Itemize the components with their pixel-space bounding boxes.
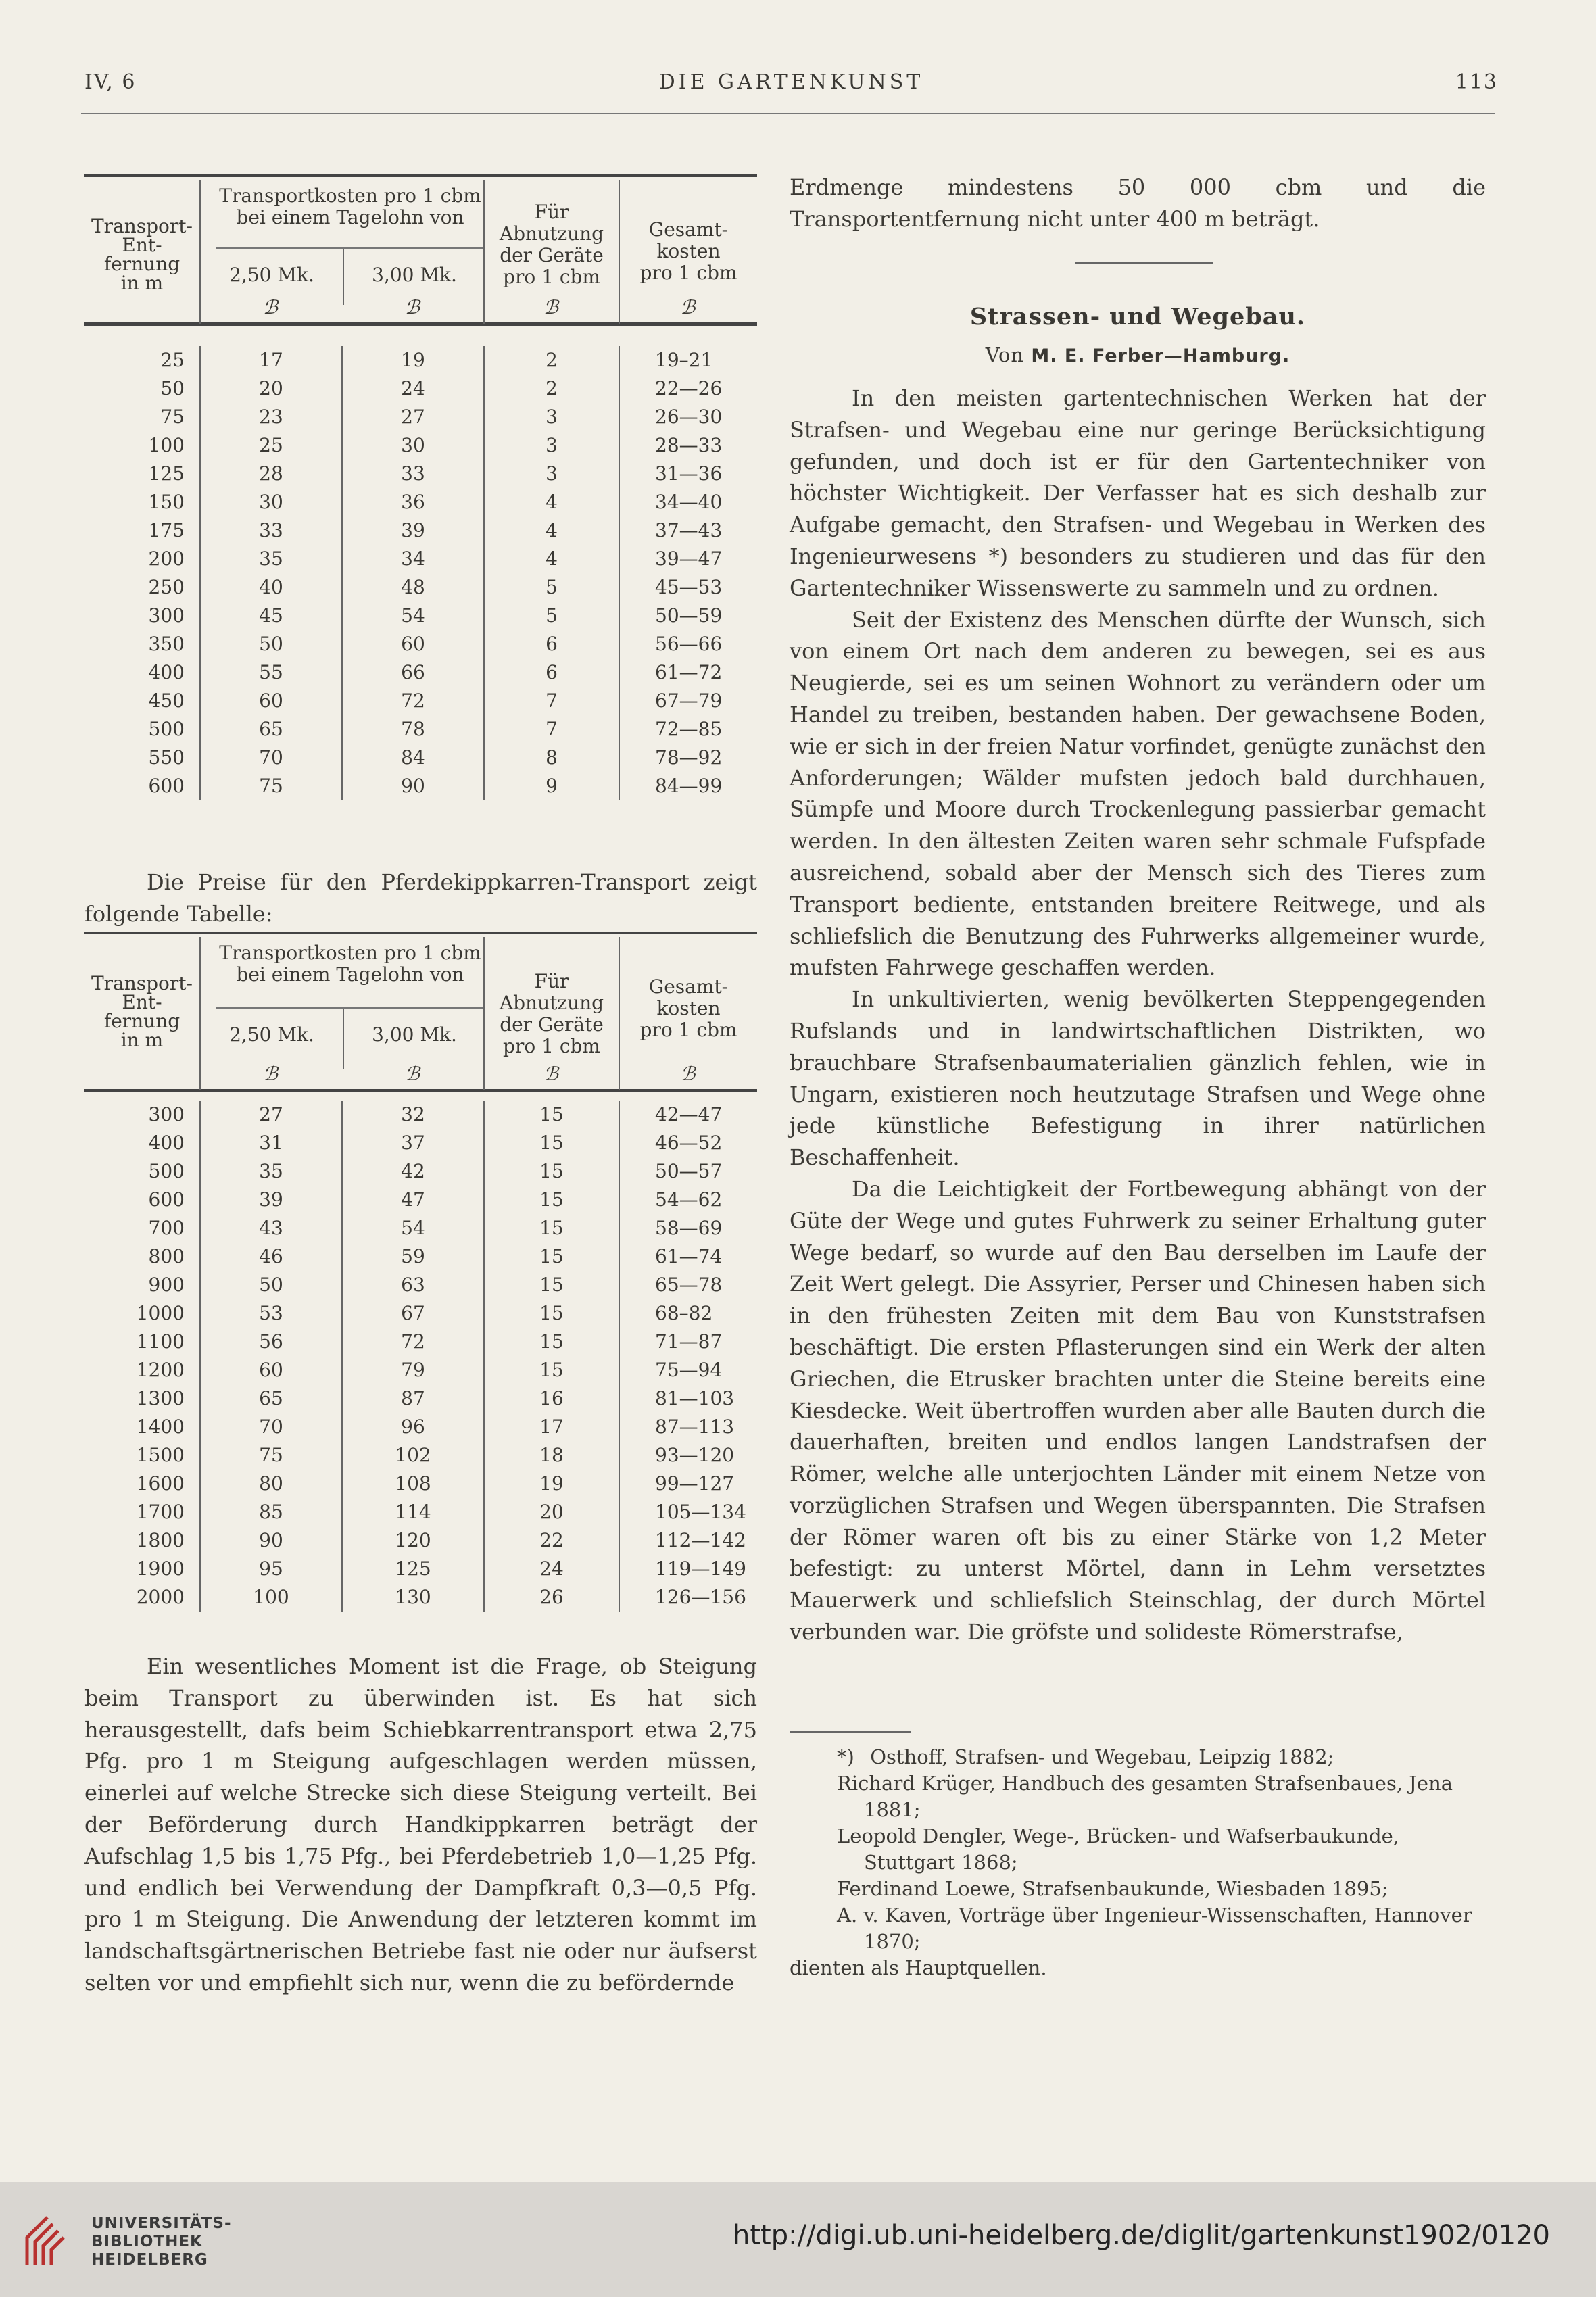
header-wage-1: 2,50 Mk. [229,263,314,286]
table-column [483,346,619,800]
footnote-item [790,1902,1479,1955]
total-cell: 78—92 [655,746,723,769]
header-wage-2: 3,00 Mk. [343,249,485,306]
distance-cell: 400 [148,661,185,683]
table-column [84,1101,199,1612]
distance-cell: 700 [148,1217,185,1239]
header-distance: Transport- Ent- fernung in m [91,972,193,1051]
article-body [790,383,1486,1648]
total-cell: 42—47 [655,1103,723,1126]
cost-300-cell: 87 [401,1387,425,1409]
distance-cell: 25 [160,349,185,371]
distance-cell: 900 [148,1274,185,1296]
distance-cell: 1200 [136,1359,185,1381]
cost-300-cell: 19 [401,349,425,371]
header-wage-1: 2,50 Mk. [229,1023,314,1046]
cost-300-cell: 67 [401,1302,425,1324]
header-wear: Für Abnutzung der Geräte pro 1 cbm [483,937,619,1090]
distance-cell: 100 [148,434,185,456]
header-wage-row [201,249,485,306]
total-cell: 67—79 [655,690,723,712]
cost-300-cell: 63 [401,1274,425,1296]
footnote-text: Osthoff, Strafsen- und Wegebau, Leipzig 1882; [870,1745,1334,1768]
unit-symbol: ℬ [404,1063,420,1085]
paragraph: Die Preise für den Pferdekippkarren-Transport zeigt folgende Tabelle: [84,869,757,927]
wear-cell: 15 [539,1359,564,1381]
footnote-text: Richard Krüger, Handbuch des gesamten Strafsenbaues, Jena 1881; [837,1772,1453,1821]
table-top-rule [84,932,757,934]
cost-250-cell: 23 [259,406,283,428]
total-cell: 93—120 [655,1444,735,1466]
wear-cell: 2 [546,377,558,400]
distance-cell: 150 [148,491,185,513]
header-distance: Transport- Ent- fernung in m [91,215,193,294]
unit-symbol: ℬ [262,296,278,318]
total-cell: 54—62 [655,1188,723,1211]
library-logo-icon [20,2210,82,2271]
digitization-footer [0,2182,1596,2297]
cost-250-cell: 35 [259,1160,283,1182]
transport-cost-table-2 [84,932,757,1625]
table-column [619,346,757,800]
table-column [483,1101,619,1612]
cost-300-cell: 84 [401,746,425,769]
cost-300-cell: 39 [401,519,425,541]
cost-300-cell: 37 [401,1132,425,1154]
distance-cell: 500 [148,1160,185,1182]
footnote-item [790,1823,1479,1876]
cost-250-cell: 95 [259,1557,283,1580]
cost-250-cell: 46 [259,1245,283,1267]
distance-cell: 1100 [136,1330,185,1353]
header-rule [81,113,1495,114]
total-cell: 61—72 [655,661,723,683]
cost-250-cell: 25 [259,434,283,456]
cost-250-cell: 53 [259,1302,283,1324]
cost-300-cell: 79 [401,1359,425,1381]
cost-300-cell: 42 [401,1160,425,1182]
wear-cell: 3 [546,462,558,485]
table-header [84,180,757,326]
cost-300-cell: 108 [395,1472,431,1495]
unit-symbol: ℬ [404,296,420,318]
footnote-rule [790,1731,911,1733]
table-column [84,346,199,800]
cost-300-cell: 36 [401,491,425,513]
wear-cell: 15 [539,1274,564,1296]
cost-250-cell: 28 [259,462,283,485]
cost-250-cell: 60 [259,690,283,712]
cost-300-cell: 125 [395,1557,431,1580]
distance-cell: 50 [160,377,185,400]
cost-250-cell: 75 [259,775,283,797]
total-cell: 75—94 [655,1359,723,1381]
footnote-item [790,1770,1479,1823]
footnote-text: Leopold Dengler, Wege-, Brücken- und Wafserbaukunde, Stuttgart 1868; [837,1824,1400,1874]
wear-cell: 5 [546,576,558,598]
total-cell: 37—43 [655,519,723,541]
cost-250-cell: 60 [259,1359,283,1381]
cost-250-cell: 50 [259,1274,283,1296]
cost-300-cell: 32 [401,1103,425,1126]
wear-cell: 15 [539,1132,564,1154]
footnote-text: Ferdinand Loewe, Strafsenbaukunde, Wiesbaden 1895; [837,1877,1388,1900]
total-cell: 84—99 [655,775,723,797]
wear-cell: 6 [546,633,558,655]
wear-cell: 15 [539,1330,564,1353]
cost-250-cell: 43 [259,1217,283,1239]
distance-cell: 175 [148,519,185,541]
total-cell: 19–21 [655,349,713,371]
cost-300-cell: 130 [395,1586,431,1608]
total-cell: 22—26 [655,377,723,400]
wear-cell: 18 [539,1444,564,1466]
between-tables-text [84,867,757,930]
cost-250-cell: 27 [259,1103,283,1126]
distance-cell: 300 [148,1103,185,1126]
header-cost-title: Transportkosten pro 1 cbm bei einem Tagelohn von [216,180,485,249]
distance-cell: 250 [148,576,185,598]
wear-cell: 4 [546,519,558,541]
wear-cell: 5 [546,604,558,627]
cost-300-cell: 72 [401,1330,425,1353]
cost-300-cell: 54 [401,604,425,627]
running-head [84,70,1498,104]
total-cell: 65—78 [655,1274,723,1296]
distance-cell: 1900 [136,1557,185,1580]
article-title: Strassen- und Wegebau. [969,303,1306,331]
cost-250-cell: 70 [259,746,283,769]
total-cell: 34—40 [655,491,723,513]
header-total: Gesamt- kosten pro 1 cbm [619,937,757,1090]
total-cell: 68–82 [655,1302,713,1324]
distance-cell: 400 [148,1132,185,1154]
wear-cell: 7 [546,690,558,712]
cost-300-cell: 47 [401,1188,425,1211]
wear-cell: 8 [546,746,558,769]
source-url[interactable]: http://digi.ub.uni-heidelberg.de/diglit/gartenkunst1902/0120 [733,2220,1550,2251]
wear-cell: 4 [546,491,558,513]
library-name [91,2215,232,2269]
distance-cell: 200 [148,548,185,570]
cost-300-cell: 66 [401,661,425,683]
wear-cell: 15 [539,1103,564,1126]
page-number: 113 [1455,70,1498,94]
wear-cell: 16 [539,1387,564,1409]
total-cell: 50—57 [655,1160,723,1182]
cost-250-cell: 20 [259,377,283,400]
unit-symbol: ℬ [680,1063,696,1085]
article-paragraph-4: Da die Leichtigkeit der Fortbewegung abhängt von der Güte der Wege und gutes Fuhrwerk zu seiner Erhaltung guter Wege bedarf, so wurde auf den Bau derselben im Laufe der Zeit Wert gelegt. Die Assyrier, Perser und Chinesen haben sich in den frühesten Zeiten mit dem Bau von Kunststrafsen beschäftigt. Die ersten Pflasterungen sind ein Werk der alten Griechen, die Etrusker brachten unter die Steine bereits eine Kiesdecke. Weit übertroffen wurden aber alle Bauten durch die dauerhaften, breiten und endlos langen Landstrafsen der Römer, welche alle unterjochten Länder mit einem Netze von vorzüglichen Strafsen und Wegen überspannten. Die Strafsen der Römer waren oft bis zu einer Stärke von 1,2 Meter befestigt: zu unterst Mörtel, dann in Lehm versetztes Mauerwerk und schliefslich Steinschlag, der durch Mörtel verbunden war. Die gröfste und solideste Römerstrafse, [790,1176,1486,1645]
header-total: Gesamt- kosten pro 1 cbm [619,180,757,324]
unit-symbol: ℬ [543,296,558,318]
byline-prefix: Von [985,343,1025,366]
distance-cell: 2000 [136,1586,185,1608]
total-cell: 81—103 [655,1387,735,1409]
cost-250-cell: 90 [259,1529,283,1551]
wear-cell: 24 [539,1557,564,1580]
footnote-item [790,1744,1479,1770]
cost-250-cell: 85 [259,1501,283,1523]
cost-250-cell: 55 [259,661,283,683]
total-cell: 50—59 [655,604,723,627]
wear-cell: 6 [546,661,558,683]
cost-300-cell: 30 [401,434,425,456]
author-name: M. E. Ferber—Hamburg. [1031,345,1290,366]
total-cell: 56—66 [655,633,723,655]
journal-title: DIE GARTENKUNST [658,70,924,94]
distance-cell: 1400 [136,1416,185,1438]
wear-cell: 15 [539,1245,564,1267]
wear-cell: 22 [539,1529,564,1551]
distance-cell: 1500 [136,1444,185,1466]
wear-cell: 17 [539,1416,564,1438]
cost-300-cell: 34 [401,548,425,570]
header-wage-row [201,1009,485,1068]
cost-300-cell: 96 [401,1416,425,1438]
library-name-line: BIBLIOTHEK [91,2233,203,2250]
total-cell: 105—134 [655,1501,746,1523]
transport-cost-table-1 [84,174,757,827]
cost-250-cell: 100 [253,1586,289,1608]
table-body [84,324,757,827]
distance-cell: 300 [148,604,185,627]
table-column [619,1101,757,1612]
article-paragraph-3: In unkultivierten, wenig bevölkerten Steppengegenden Rufslands und in landwirtschaftlichen Distrikten, wo brauchbare Strafsenbaumaterialien gänzlich fehlen, wie in Ungarn, existieren noch heutzutage Strafsen und Wege ohne jede künstliche Befestigung in ihrer natürlichen Beschaffenheit. [790,986,1486,1171]
cost-250-cell: 80 [259,1472,283,1495]
total-cell: 46—52 [655,1132,723,1154]
library-name-line: HEIDELBERG [91,2251,208,2269]
cost-250-cell: 31 [259,1132,283,1154]
wear-cell: 7 [546,718,558,740]
distance-cell: 1700 [136,1501,185,1523]
table-header [84,937,757,1092]
cost-300-cell: 54 [401,1217,425,1239]
cost-300-cell: 90 [401,775,425,797]
cost-250-cell: 45 [259,604,283,627]
total-cell: 72—85 [655,718,723,740]
distance-cell: 450 [148,690,185,712]
distance-cell: 350 [148,633,185,655]
unit-symbol: ℬ [543,1063,558,1085]
cost-300-cell: 24 [401,377,425,400]
total-cell: 99—127 [655,1472,735,1495]
header-cost-group [199,937,483,1090]
footnotes [790,1744,1479,1981]
wear-cell: 4 [546,548,558,570]
article-byline [790,343,1486,366]
wear-cell: 26 [539,1586,564,1608]
footnote-mark: *) [837,1745,854,1768]
total-cell: 45—53 [655,576,723,598]
cost-250-cell: 50 [259,633,283,655]
total-cell: 112—142 [655,1529,746,1551]
cost-300-cell: 72 [401,690,425,712]
header-wear: Für Abnutzung der Geräte pro 1 cbm [483,180,619,324]
cost-300-cell: 78 [401,718,425,740]
article-paragraph-1: In den meisten gartentechnischen Werken hat der Strafsen- und Wegebau eine nur geringe Berücksichtigung gefunden, und doch ist er für den Gartentechniker von höchster Wichtigkeit. Der Verfasser hat es sich deshalb zur Aufgabe gemacht, den Strafsen- und Wegebau in Werken des Ingenieurwesens *) besonders zu studieren und das für den Gartentechniker Wissenswerte zu sammeln und zu ordnen. [790,385,1486,601]
cost-300-cell: 33 [401,462,425,485]
cost-250-cell: 35 [259,548,283,570]
paragraph: Ein wesentliches Moment ist die Frage, ob Steigung beim Transport zu überwinden ist. Es hat sich herausgestellt, dafs beim Schiebkarrentransport etwa 2,75 Pfg. pro 1 m Steigung aufgeschlagen werden müssen, einerlei auf welche Strecke sich diese Steigung verteilt. Bei der Beförderung durch Handkippkarren beträgt der Aufschlag 1,5 bis 1,75 Pfg., bei Pferdebetrieb 1,0—1,25 Pfg. und endlich bei Verwendung der Dampfkraft 0,3—0,5 Pfg. pro 1 m Steigung. Die Anwendung der letzteren kommt im landschaftsgärtnerischen Betriebe fast nie oder nur äufserst selten vor und empfiehlt sich nur, wenn die zu befördernde [84,1653,757,1996]
distance-cell: 125 [148,462,185,485]
paragraph: Erdmenge mindestens 50 000 cbm und die Transportentfernung nicht unter 400 m beträgt. [790,174,1486,232]
cost-250-cell: 56 [259,1330,283,1353]
library-name-line: UNIVERSITÄTS- [91,2215,232,2232]
cost-300-cell: 48 [401,576,425,598]
cost-300-cell: 60 [401,633,425,655]
header-wage-2: 3,00 Mk. [343,1009,485,1068]
unit-symbol: ℬ [680,296,696,318]
wear-cell: 3 [546,434,558,456]
wear-cell: 19 [539,1472,564,1495]
distance-cell: 800 [148,1245,185,1267]
section-divider [1075,262,1213,264]
wear-cell: 15 [539,1188,564,1211]
distance-cell: 600 [148,775,185,797]
total-cell: 126—156 [655,1586,746,1608]
distance-cell: 1600 [136,1472,185,1495]
footnote-text: A. v. Kaven, Vorträge über Ingenieur-Wissenschaften, Hannover 1870; [837,1904,1472,1953]
left-column-bottom-text [84,1651,757,1999]
table-column [341,346,483,800]
table-column [199,346,341,800]
cost-250-cell: 65 [259,1387,283,1409]
unit-symbol: ℬ [262,1063,278,1085]
cost-250-cell: 40 [259,576,283,598]
wear-cell: 9 [546,775,558,797]
total-cell: 28—33 [655,434,723,456]
cost-300-cell: 102 [395,1444,431,1466]
table-column [341,1101,483,1612]
table-top-rule [84,174,757,177]
cost-250-cell: 75 [259,1444,283,1466]
cost-300-cell: 120 [395,1529,431,1551]
total-cell: 71—87 [655,1330,723,1353]
cost-300-cell: 27 [401,406,425,428]
wear-cell: 15 [539,1160,564,1182]
distance-cell: 500 [148,718,185,740]
article-paragraph-2: Seit der Existenz des Menschen dürfte der Wunsch, sich von einem Ort nach dem anderen zu bewegen, sei es aus Neugierde, sei es um seinen Wohnort zu verändern oder um Handel zu treiben, bestanden haben. Der gewachsene Boden, wie er sich in der freien Natur vorfindet, genügte zunächst den Anforderungen; Wälder mufsten jedoch bald durchhauen, Sümpfe und Moore durch Trockenlegung passierbar gemacht werden. In den ältesten Zeiten waren sehr schmale Fufspfade ausreichend, sobald aber der Mensch sich des Tieres zum Transport bediente, entstanden breitere Reitwege, und als schliefslich die Benutzung des Fuhrwerks allgemeiner wurde, mufsten Fahrwege geschaffen werden. [790,606,1486,981]
header-cost-title: Transportkosten pro 1 cbm bei einem Tagelohn von [216,937,485,1009]
wear-cell: 20 [539,1501,564,1523]
cost-250-cell: 70 [259,1416,283,1438]
total-cell: 87—113 [655,1416,735,1438]
right-column-top-text [790,172,1486,235]
total-cell: 39—47 [655,548,723,570]
distance-cell: 550 [148,746,185,769]
cost-250-cell: 33 [259,519,283,541]
wear-cell: 15 [539,1302,564,1324]
total-cell: 26—30 [655,406,723,428]
volume-number: IV, 6 [84,70,137,94]
distance-cell: 1800 [136,1529,185,1551]
cost-250-cell: 30 [259,491,283,513]
cost-250-cell: 17 [259,349,283,371]
distance-cell: 600 [148,1188,185,1211]
total-cell: 58—69 [655,1217,723,1239]
distance-cell: 1300 [136,1387,185,1409]
cost-300-cell: 59 [401,1245,425,1267]
total-cell: 31—36 [655,462,723,485]
table-body [84,1091,757,1625]
distance-cell: 75 [160,406,185,428]
distance-cell: 1000 [136,1302,185,1324]
footnote-closing: dienten als Hauptquellen. [790,1956,1047,1979]
header-cost-group [199,180,483,324]
total-cell: 119—149 [655,1557,746,1580]
cost-250-cell: 65 [259,718,283,740]
footnote-item [790,1876,1479,1902]
total-cell: 61—74 [655,1245,723,1267]
cost-250-cell: 39 [259,1188,283,1211]
wear-cell: 15 [539,1217,564,1239]
wear-cell: 2 [546,349,558,371]
table-column [199,1101,341,1612]
wear-cell: 3 [546,406,558,428]
cost-300-cell: 114 [395,1501,431,1523]
